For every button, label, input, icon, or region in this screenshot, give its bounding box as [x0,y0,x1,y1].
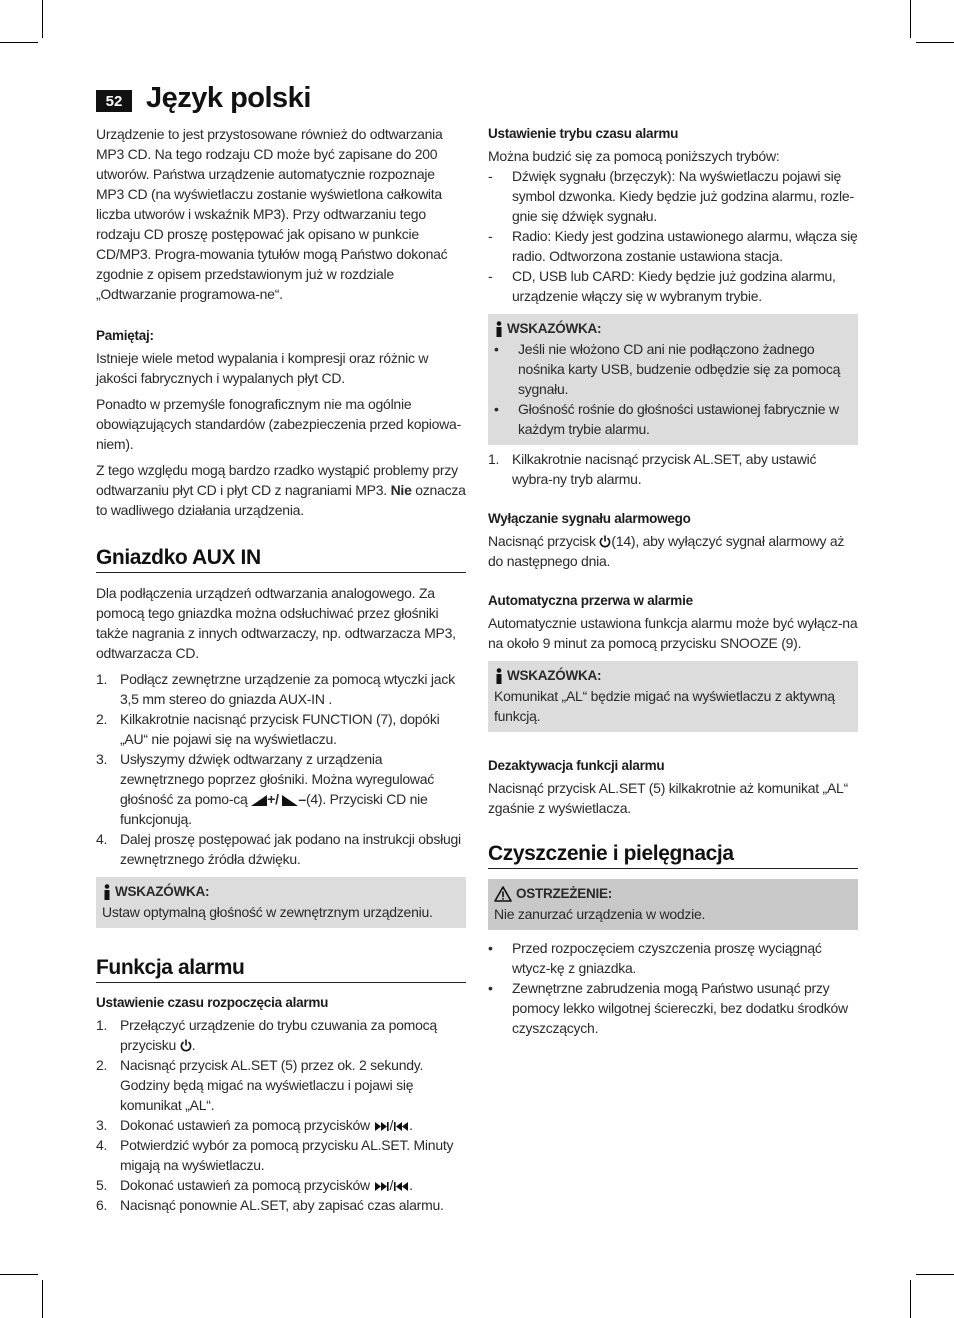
off-paragraph [488,531,858,571]
remember-paragraph: Istnieje wiele metod wypalania i kompresji oraz różnic w jakości fabrycznych i wypalanych płyt CD. [96,350,429,386]
crop-mark [910,0,911,38]
warning-box [488,879,858,930]
crop-mark [910,1280,911,1318]
list-number: 3. [96,1117,108,1133]
alarm-steps [96,1015,466,1215]
remember-text: Z tego względu mogą bardzo rzadko wystąpić problemy przy odtwarzaniu płyt CD i płyt CD z nagraniami MP3. [96,462,458,498]
list-item [494,339,852,399]
power-icon [180,1039,192,1052]
note-heading [494,666,852,686]
crop-mark [0,1274,38,1275]
list-item [96,709,466,749]
list-text: Radio: Kiedy jest godzina ustawionego alarmu, włącza się radio. Odtworzona zostanie ustawiona stacja. [512,228,858,264]
snooze-paragraph: Automatycznie ustawiona funkcja alarmu może być wyłącz-na na około 9 minut za pomocą przycisku SNOOZE (9). [488,615,858,651]
alarm-heading: Funkcja alarmu [96,958,466,983]
list-marker: • [488,940,493,956]
list-item [96,1195,466,1215]
page-title: Język polski [146,82,311,114]
volume-down-icon [282,795,298,806]
list-item [488,266,858,306]
list-marker: • [494,341,499,357]
list-text: Podłącz zewnętrzne urządzenie za pomocą wtyczki jack 3,5 mm stereo do gniazda AUX-IN . [120,671,455,707]
remember-paragraph [96,460,466,520]
list-text [120,1015,466,1055]
intro-paragraph: Urządzenie to jest przystosowane również do odtwarzania MP3 CD. Na tego rodzaju CD może być zapisane do 200 utworów. Państwa urządzenie automatycznie rozpoznaje MP3 CD (na wyświetlaczu zostanie wyświetlona całkowita liczba utworów i wskaźnik MP3). Przy odtwarzaniu tego rodzaju CD proszę postępować jak opisano w punkcie CD/MP3. Progra-mowania tytułów mogą Państwo dokonać zgodnie z opisem przedstawionym już w rozdziale „Odtwarzanie programowa-ne“. [96,126,448,302]
list-item [488,978,858,1038]
list-text: Kilkakrotnie nacisnąć przycisk AL.SET, aby ustawić wybra-ny tryb alarmu. [512,451,817,487]
list-marker: • [488,980,493,996]
note-text: Komunikat „AL“ będzie migać na wyświetlaczu z aktywną funkcją. [494,688,835,724]
list-text [120,1115,413,1135]
list-text-part: . [409,1117,413,1133]
info-icon [494,668,504,684]
off-subheading: Wyłączanie sygnału alarmowego [488,511,691,526]
list-marker: - [488,168,493,184]
list-text-part: (4). Przyciski CD nie funkcjonują. [120,791,428,827]
remember-text: oznacza to wadliwego działania urządzenia. [96,482,466,518]
warning-heading [494,884,852,904]
list-number: 2. [96,1057,108,1073]
off-text: (14), aby wyłączyć sygnał alarmowy aż do następnego dnia. [488,533,845,569]
list-item [488,938,858,978]
crop-mark [42,0,43,38]
list-number: 4. [96,831,108,847]
list-item [488,449,858,489]
mode-intro: Można budzić się za pomocą poniższych trybów: [488,148,780,164]
list-text: Nacisnąć ponownie AL.SET, aby zapisać czas alarmu. [120,1197,444,1213]
list-item [488,226,858,266]
list-text-part: / [389,1117,394,1133]
crop-mark [916,1274,954,1275]
deact-paragraph: Nacisnąć przycisk AL.SET (5) kilkakrotnie aż komunikat „AL“ zgaśnie z wyświetlacza. [488,780,849,816]
list-number: 6. [96,1197,108,1213]
crop-mark [42,1280,43,1318]
rewind-icon [393,1121,409,1132]
note-heading [102,882,460,902]
mode-list [488,166,858,306]
note-text: Ustaw optymalną głośność w zewnętrznym urządzeniu. [102,904,433,920]
list-text: Dźwięk sygnału (brzęczyk): Na wyświetlaczu pojawi się symbol dzwonka. Kiedy będzie już godzina alarmu, rozle-gnie się dźwięk sygnału. [512,168,854,224]
list-text-part: Dokonać ustawień za pomocą przycisków [120,1117,370,1133]
fast-forward-icon [374,1121,390,1132]
list-number: 3. [96,751,108,767]
remember-paragraph: Ponadto w przemyśle fonograficznym nie ma ogólnie obowiązujących standardów (zabezpieczenia przed kopiowa-niem). [96,396,461,452]
list-text: Jeśli nie włożono CD ani nie podłączono żadnego nośnika karty USB, budzenie odbędzie się za pomocą sygnału. [518,341,841,397]
note-box [96,877,466,928]
list-item [96,829,466,869]
list-text: Dalej proszę postępować jak podano na instrukcji obsługi zewnętrznego źródła dźwięku. [120,831,461,867]
list-number: 4. [96,1137,108,1153]
crop-mark [0,42,38,43]
list-item [96,1015,466,1055]
volume-minus-symbol: – [298,791,306,807]
list-text: Zewnętrzne zabrudzenia mogą Państwo usunąć przy pomocy lekko wilgotnej ściereczki, bez dodatku środków czyszczących. [512,980,848,1036]
note-label: WSKAZÓWKA: [115,884,210,899]
list-item [494,399,852,439]
list-item [488,166,858,226]
crop-mark [916,42,954,43]
clean-heading: Czyszczenie i pielęgnacja [488,844,858,869]
aux-steps [96,669,466,869]
list-item [96,669,466,709]
list-number: 2. [96,711,108,727]
clean-list [488,938,858,1038]
note-heading [494,319,852,339]
list-text-part: Przełączyć urządzenie do trybu czuwania za pomocą przycisku [120,1017,437,1053]
note-box [488,314,858,445]
deact-subheading: Dezaktywacja funkcji alarmu [488,758,665,773]
list-text [120,1175,413,1195]
off-text: Nacisnąć przycisk [488,533,596,549]
list-text: Głośność rośnie do głośności ustawionej fabrycznie w każdym trybie alarmu. [518,401,839,437]
rewind-icon [393,1181,409,1192]
aux-intro: Dla podłączenia urządzeń odtwarzania analogowego. Za pomocą tego gniazdka można odsłuchiwać przez głośniki także nagrania z innych odtwarzaczy, np. odtwarzacza MP3, odtwarzacza CD. [96,585,456,661]
left-column [96,124,466,1215]
list-number: 1. [96,1017,108,1033]
list-text [120,749,466,829]
list-item [96,1135,466,1175]
info-icon [102,884,112,900]
note-label: WSKAZÓWKA: [507,321,602,336]
volume-up-icon [251,795,267,806]
list-text-part: Usłyszymy dźwięk odtwarzany z urządzenia zewnętrznego poprzez głośniki. Można wyregulować głośność za pomo-cą [120,751,435,807]
list-number: 5. [96,1177,108,1193]
power-icon [599,535,611,548]
warning-label: OSTRZEŻENIE: [516,886,613,901]
list-text: Nacisnąć przycisk AL.SET (5) przez ok. 2 sekundy. Godziny będą migać na wyświetlaczu i pojawi się komunikat „AL“. [120,1057,424,1113]
remember-heading: Pamiętaj: [96,328,154,343]
list-text-part: . [191,1037,196,1053]
volume-plus-symbol: +/ [267,791,279,807]
remember-bold: Nie [390,482,412,498]
note-list [494,339,852,439]
warning-text: Nie zanurzać urządzenia w wodzie. [494,906,706,922]
list-marker: - [488,268,493,284]
list-text-part: / [389,1177,394,1193]
list-item [96,1055,466,1115]
warning-icon [494,886,512,902]
list-item [96,1175,466,1195]
mode-steps [488,449,858,489]
list-text-part: Dokonać ustawień za pomocą przycisków [120,1177,370,1193]
note-box [488,661,858,732]
snooze-subheading: Automatyczna przerwa w alarmie [488,593,693,608]
list-text-part: . [409,1177,413,1193]
note-label: WSKAZÓWKA: [507,668,602,683]
aux-heading: Gniazdko AUX IN [96,548,466,573]
page-number: 52 [96,90,132,112]
list-marker: • [494,401,499,417]
alarm-subheading: Ustawienie czasu rozpoczęcia alarmu [96,995,329,1010]
list-text: CD, USB lub CARD: Kiedy będzie już godzina alarmu, urządzenie włączy się w wybranym trybie. [512,268,836,304]
list-text: Przed rozpoczęciem czyszczenia proszę wyciągnąć wtycz-kę z gniazdka. [512,940,822,976]
list-number: 1. [96,671,108,687]
mode-subheading: Ustawienie trybu czasu alarmu [488,126,679,141]
list-item [96,749,466,829]
list-item [96,1115,466,1135]
list-number: 1. [488,451,500,467]
list-text: Potwierdzić wybór za pomocą przycisku AL.SET. Minuty migają na wyświetlaczu. [120,1137,454,1173]
list-text: Kilkakrotnie nacisnąć przycisk FUNCTION (7), dopóki „AU“ nie pojawi się na wyświetlaczu. [120,711,440,747]
right-column [488,124,858,1038]
fast-forward-icon [374,1181,390,1192]
list-marker: - [488,228,493,244]
info-icon [494,321,504,337]
